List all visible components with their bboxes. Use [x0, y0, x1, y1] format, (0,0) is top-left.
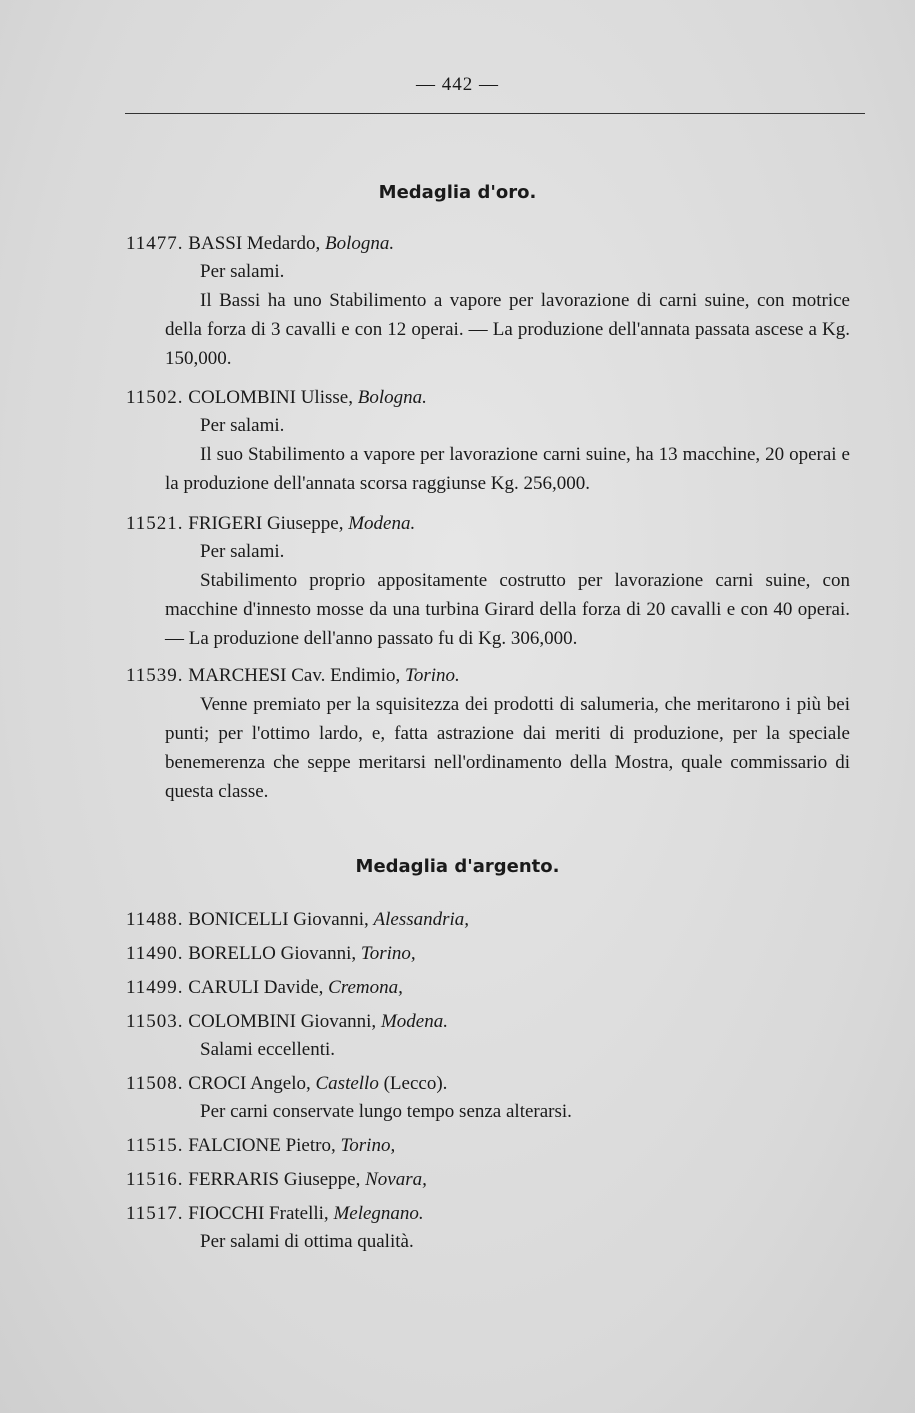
- entry-name: MARCHESI Cav. Endimio,: [188, 665, 401, 686]
- section-heading-gold: Medaglia d'oro.: [378, 182, 537, 203]
- entry-header: [126, 1010, 448, 1034]
- entry-header: [126, 1202, 424, 1226]
- entry-header: [126, 232, 394, 256]
- entry-number: 11516.: [126, 1169, 184, 1190]
- entry-name: BONICELLI Giovanni,: [188, 909, 369, 930]
- entry-place: Modena.: [380, 1011, 448, 1032]
- entry-number: 11499.: [126, 977, 184, 998]
- entry-place: Torino.: [405, 665, 460, 686]
- entry-note: Per salami.: [200, 541, 285, 562]
- entry-place: Bologna.: [325, 233, 395, 254]
- entry-place: Torino,: [340, 1135, 396, 1156]
- entry-name: COLOMBINI Ulisse,: [188, 387, 353, 408]
- entry-number: 11488.: [126, 909, 184, 930]
- entry-name: COLOMBINI Giovanni,: [188, 1011, 377, 1032]
- entry-place: Torino,: [360, 943, 416, 964]
- entry-place: Bologna.: [357, 387, 427, 408]
- entry-name: BASSI Medardo,: [188, 233, 321, 254]
- entry-number: 11490.: [126, 943, 184, 964]
- entry-place-suffix: (Lecco).: [383, 1073, 448, 1094]
- entry-header: [126, 512, 415, 536]
- entry-place: Alessandria,: [373, 909, 470, 930]
- entry-note: Salami eccellenti.: [200, 1039, 336, 1060]
- entry-note: Per carni conservate lungo tempo senza alterarsi.: [200, 1101, 572, 1122]
- entry-header: [126, 1168, 427, 1192]
- entry-note: Per salami.: [200, 261, 285, 282]
- entry-header: [126, 1072, 447, 1096]
- entry-header: [126, 942, 416, 966]
- entry-paragraph: Venne premiato per la squisitezza dei prodotti di salumeria, che meritarono i più bei punti; per l'ottimo lardo, e, fatta astrazione dai meriti di produzione, per la speciale benemerenza che seppe meritarsi nell'ordinamento della Mostra, quale commissario di questa classe.: [165, 694, 850, 802]
- entry-place: Castello: [315, 1073, 379, 1094]
- entry-header: [126, 976, 403, 1000]
- entry-place: Novara,: [365, 1169, 427, 1190]
- page-number: — 442 —: [416, 74, 499, 95]
- entry-name: FRIGERI Giuseppe,: [188, 513, 344, 534]
- entry-number: 11521.: [126, 513, 184, 534]
- entry-header: [126, 1134, 395, 1158]
- entry-number: 11515.: [126, 1135, 184, 1156]
- entry-paragraph: Stabilimento proprio appositamente costrutto per lavorazione carni suine, con macchine d'innesto mosse da una turbina Girard della forza di 20 cavalli e con 40 operai. — La produzione dell'anno passato fu di Kg. 306,000.: [165, 570, 850, 649]
- entry-number: 11477.: [126, 233, 184, 254]
- entry-number: 11508.: [126, 1073, 184, 1094]
- entry-number: 11503.: [126, 1011, 184, 1032]
- entry-name: FIOCCHI Fratelli,: [188, 1203, 329, 1224]
- entry-place: Modena.: [348, 513, 416, 534]
- entry-name: BORELLO Giovanni,: [188, 943, 357, 964]
- entry-name: FALCIONE Pietro,: [188, 1135, 336, 1156]
- entry-header: [126, 386, 427, 410]
- entry-name: FERRARIS Giuseppe,: [188, 1169, 361, 1190]
- entry-header: [126, 664, 460, 688]
- entry-number: 11502.: [126, 387, 184, 408]
- section-heading-silver: Medaglia d'argento.: [355, 856, 560, 877]
- entry-paragraph: Il suo Stabilimento a vapore per lavorazione carni suine, ha 13 macchine, 20 operai e la produzione dell'annata scorsa raggiunse Kg. 256,000.: [165, 444, 850, 494]
- entry-note: Per salami di ottima qualità.: [200, 1231, 414, 1252]
- entry-number: 11517.: [126, 1203, 184, 1224]
- entry-header: [126, 908, 469, 932]
- entry-name: CARULI Davide,: [188, 977, 324, 998]
- entry-note: Per salami.: [200, 415, 285, 436]
- entry-name: CROCI Angelo,: [188, 1073, 311, 1094]
- entry-place: Cremona,: [328, 977, 403, 998]
- header-rule: [125, 113, 865, 114]
- entry-place: Melegnano.: [333, 1203, 424, 1224]
- entry-number: 11539.: [126, 665, 184, 686]
- entry-paragraph: Il Bassi ha uno Stabilimento a vapore per lavorazione di carni suine, con motrice della forza di 3 cavalli e con 12 operai. — La produzione dell'annata passata ascese a Kg. 150,000.: [165, 290, 850, 369]
